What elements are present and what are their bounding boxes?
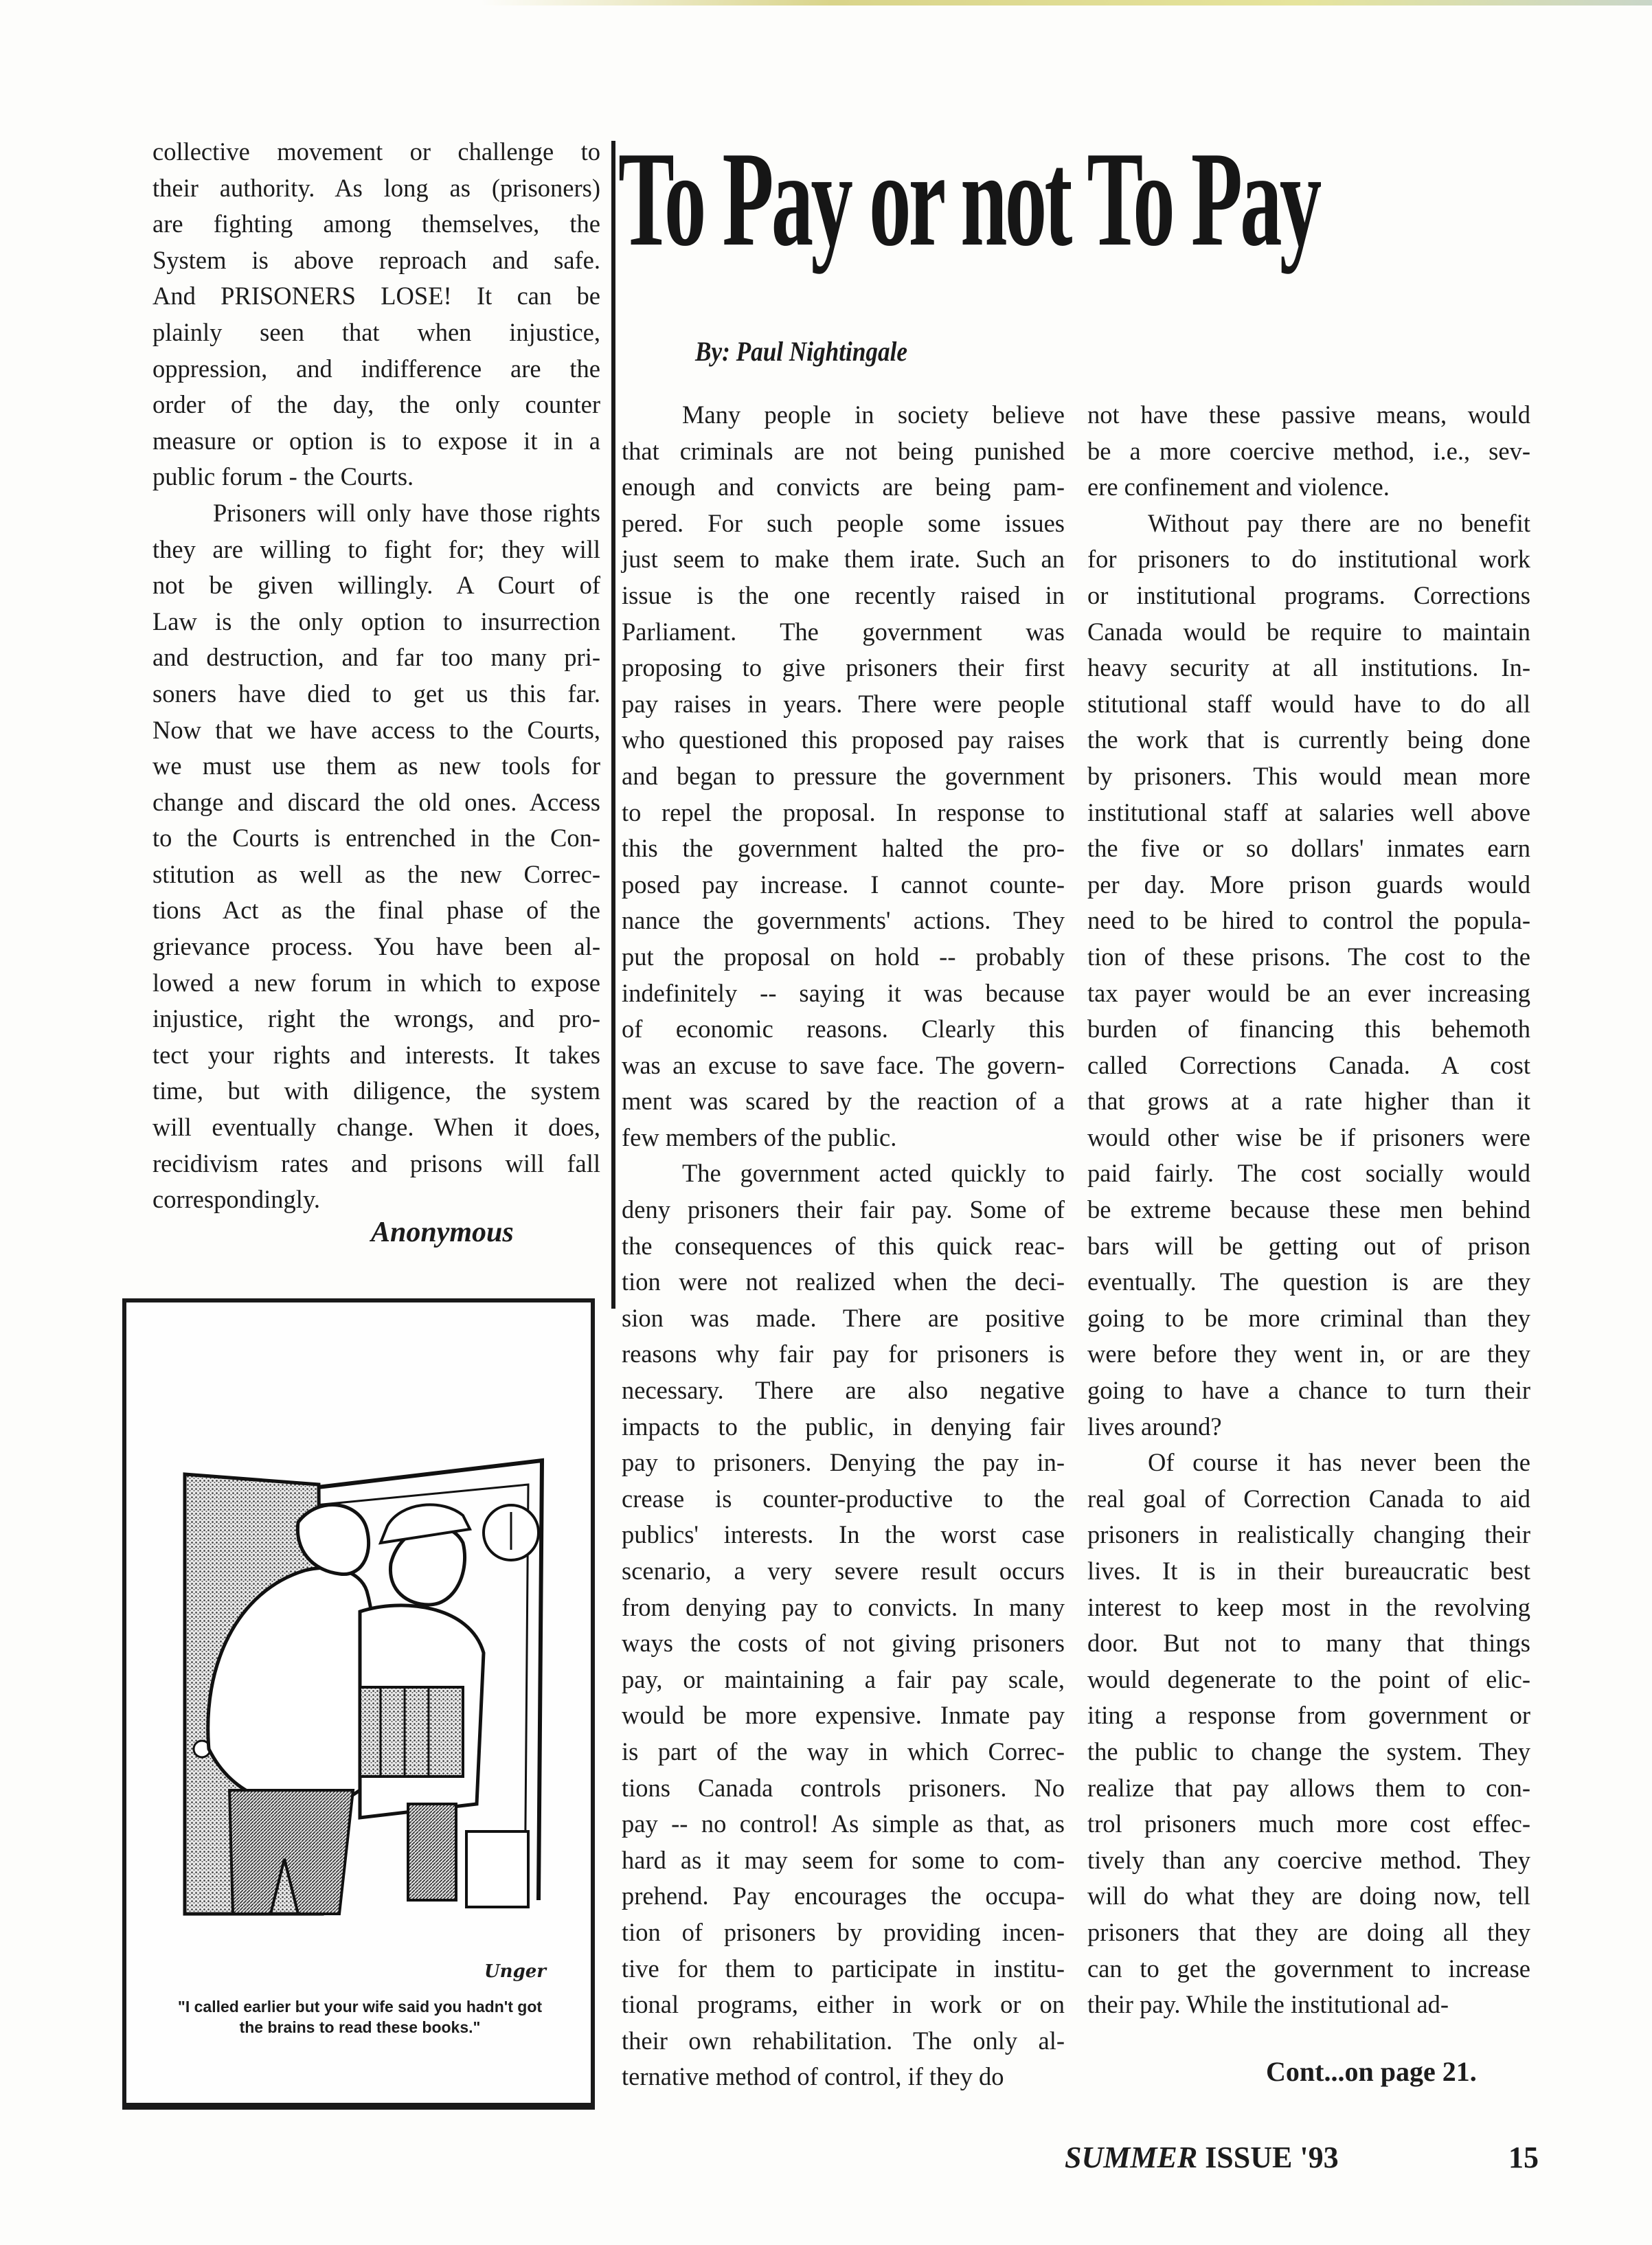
text-line: would other wise be if prisoners were [1087,1122,1530,1151]
cartoon-caption-line-1: "I called earlier but your wife said you hadn't got [177,1998,543,2016]
cartoon-caption-line-2: the brains to read these books." [239,2018,481,2036]
text-line: going to have a chance to turn their [1087,1376,1530,1405]
text-line: institutional staff at salaries well above [1087,798,1530,826]
text-line: and began to pressure the government [622,761,1065,790]
text-line: tax payer would be an ever increasing [1087,978,1530,1007]
text-line: Of course it has never been the [1148,1448,1530,1477]
text-line: real goal of Correction Canada to aid [1087,1484,1530,1513]
article-byline: By: Paul Nightingale [695,336,908,367]
text-line: lives around? [1087,1412,1222,1441]
text-line: proposing to give prisoners their first [622,653,1065,682]
text-line: Now that we have access to the Courts, [152,715,600,744]
column-divider [611,141,615,1309]
article-column-middle [622,397,1065,2095]
text-line: the five or so dollars' inmates earn [1087,834,1530,863]
text-line: Law is the only option to insurrection [152,607,600,635]
sidebar-article-signature: Anonymous [371,1217,514,1248]
text-line: scenario, a very severe result occurs [622,1557,1065,1585]
cartoon-illustration-icon [154,1364,566,1983]
text-line: grievance process. You have been al- [152,932,600,961]
text-line: would degenerate to the point of elic- [1087,1665,1530,1693]
text-line: paid fairly. The cost socially would [1087,1159,1530,1188]
text-line: soners have died to get us this far. [152,679,600,708]
text-line: nance the governments' actions. They [622,906,1065,935]
text-line: and destruction, and far too many pri- [152,643,600,672]
text-line: change and discard the old ones. Access [152,787,600,816]
text-line: eventually. The question is are they [1087,1267,1530,1296]
text-line: necessary. There are also negative [622,1376,1065,1405]
text-line: sion was made. There are positive [622,1303,1065,1332]
text-line: realize that pay allows them to con- [1087,1773,1530,1802]
text-line: who questioned this proposed pay raises [622,725,1065,754]
text-line: for prisoners to do institutional work [1087,545,1530,574]
text-line: interest to keep most in the revolving [1087,1592,1530,1621]
text-line: measure or option is to expose it in a [152,426,600,455]
text-line: of economic reasons. Clearly this [622,1015,1065,1043]
text-line: tion of these prisons. The cost to the [1087,942,1530,971]
text-line: by prisoners. This would mean more [1087,761,1530,790]
text-line: indefinitely -- saying it was because [622,978,1065,1007]
article-headline: To Pay or not To Pay [618,124,1320,274]
text-line: injustice, right the wrongs, and pro- [152,1004,600,1033]
text-line: need to be hired to control the popula- [1087,906,1530,935]
continuation-note: Cont...on page 21. [1266,2056,1477,2087]
text-line: few members of the public. [622,1122,897,1151]
text-line: the public to change the system. They [1087,1737,1530,1765]
text-line: their authority. As long as (prisoners) [152,173,600,202]
text-line: can to get the government to increase [1087,1954,1530,1983]
text-line: stitution as well as the new Correc- [152,859,600,888]
text-line: that grows at a rate higher than it [1087,1087,1530,1116]
text-line: deny prisoners their fair pay. Some of [622,1195,1065,1224]
text-line: time, but with diligence, the system [152,1076,600,1105]
text-line: correspondingly. [152,1185,320,1214]
text-line: plainly seen that when injustice, [152,317,600,346]
cartoon-panel [122,1298,595,2110]
text-line: System is above reproach and safe. [152,245,600,274]
text-line: reasons why fair pay for prisoners is [622,1340,1065,1368]
text-line: Many people in society believe [682,401,1065,429]
footer-season: SUMMER [1065,2141,1198,2174]
text-line: tion were not realized when the deci- [622,1267,1065,1296]
text-line: were before they went in, or are they [1087,1340,1530,1368]
cartoonist-signature: Unger [484,1961,546,1982]
text-line: put the proposal on hold -- probably [622,942,1065,971]
text-line: to repel the proposal. In response to [622,798,1065,826]
text-line: not be given willingly. A Court of [152,571,600,600]
text-line: this the government halted the pro- [622,834,1065,863]
text-line: going to be more criminal than they [1087,1303,1530,1332]
text-line: issue is the one recently raised in [622,580,1065,609]
text-line: their pay. While the institutional ad- [1087,1990,1449,2019]
text-line: would be more expensive. Inmate pay [622,1701,1065,1730]
text-line: pered. For such people some issues [622,508,1065,537]
text-line: ere confinement and violence. [1087,473,1390,501]
page-footer [1065,2140,1539,2175]
text-line: publics' interests. In the worst case [622,1520,1065,1549]
text-line: door. But not to many that things [1087,1629,1530,1658]
text-line: hard as it may seem for some to com- [622,1845,1065,1874]
text-line: will do what they are doing now, tell [1087,1882,1530,1910]
sidebar-article-body [152,134,600,1218]
text-line: The government acted quickly to [682,1159,1065,1188]
text-line: tively than any coercive method. They [1087,1845,1530,1874]
text-line: pay raises in years. There were people [622,689,1065,718]
text-line: tional programs, either in work or on [622,1990,1065,2019]
text-line: tive for them to participate in institu- [622,1954,1065,1983]
text-line: be a more coercive method, i.e., sev- [1087,436,1530,465]
text-line: from denying pay to convicts. In many [622,1592,1065,1621]
text-line: impacts to the public, in denying fair [622,1412,1065,1441]
text-line: lives. It is in their bureaucratic best [1087,1557,1530,1585]
text-line: bars will be getting out of prison [1087,1231,1530,1260]
text-line: the consequences of this quick reac- [622,1231,1065,1260]
text-line: is part of the way in which Correc- [622,1737,1065,1765]
text-line: pay -- no control! As simple as that, as [622,1809,1065,1838]
text-line: not have these passive means, would [1087,401,1530,429]
page-number: 15 [1508,2141,1539,2174]
text-line: ment was scared by the reaction of a [622,1087,1065,1116]
text-line: lowed a new forum in which to expose [152,968,600,997]
text-line: stitutional staff would have to do all [1087,689,1530,718]
text-line: was an excuse to save face. The govern- [622,1050,1065,1079]
text-line: iting a response from government or [1087,1701,1530,1730]
text-line: tions Canada controls prisoners. No [622,1773,1065,1802]
text-line: And PRISONERS LOSE! It can be [152,282,600,311]
text-line: per day. More prison guards would [1087,870,1530,899]
text-line: Canada would be require to maintain [1087,617,1530,646]
text-line: prehend. Pay encourages the occupa- [622,1882,1065,1910]
text-line: the work that is currently being done [1087,725,1530,754]
text-line: tions Act as the final phase of the [152,896,600,925]
text-line: recidivism rates and prisons will fall [152,1149,600,1177]
text-line: just seem to make them irate. Such an [622,545,1065,574]
text-line: heavy security at all institutions. In- [1087,653,1530,682]
scan-edge-artifact [481,0,1652,5]
text-line: will eventually change. When it does, [152,1113,600,1142]
text-line: are fighting among themselves, the [152,210,600,238]
cartoon-caption [140,1996,580,2038]
text-line: Without pay there are no benefit [1148,508,1530,537]
text-line: we must use them as new tools for [152,752,600,780]
text-line: they are willing to fight for; they will [152,534,600,563]
text-line: pay to prisoners. Denying the pay in- [622,1448,1065,1477]
text-line: posed pay increase. I cannot counte- [622,870,1065,899]
text-line: enough and convicts are being pam- [622,473,1065,501]
text-line: called Corrections Canada. A cost [1087,1050,1530,1079]
article-column-right [1087,397,1530,2023]
text-line: ternative method of control, if they do [622,2062,1004,2091]
text-line: crease is counter-productive to the [622,1484,1065,1513]
text-line: that criminals are not being punished [622,436,1065,465]
text-line: prisoners in realistically changing their [1087,1520,1530,1549]
text-line: Parliament. The government was [622,617,1065,646]
text-line: collective movement or challenge to [152,137,600,166]
text-line: their own rehabilitation. The only al- [622,2026,1065,2055]
text-line: public forum - the Courts. [152,462,414,491]
text-line: to the Courts is entrenched in the Con- [152,824,600,853]
text-line: prisoners that they are doing all they [1087,1917,1530,1946]
text-line: or institutional programs. Corrections [1087,580,1530,609]
text-line: ways the costs of not giving prisoners [622,1629,1065,1658]
text-line: tect your rights and interests. It takes [152,1040,600,1069]
text-line: trol prisoners much more cost effec- [1087,1809,1530,1838]
text-line: order of the day, the only counter [152,390,600,419]
text-line: Prisoners will only have those rights [213,498,600,527]
text-line: be extreme because these men behind [1087,1195,1530,1224]
text-line: burden of financing this behemoth [1087,1015,1530,1043]
text-line: oppression, and indifference are the [152,354,600,383]
text-line: pay, or maintaining a fair pay scale, [622,1665,1065,1693]
footer-issue: ISSUE '93 [1205,2141,1339,2174]
text-line: tion of prisoners by providing incen- [622,1917,1065,1946]
